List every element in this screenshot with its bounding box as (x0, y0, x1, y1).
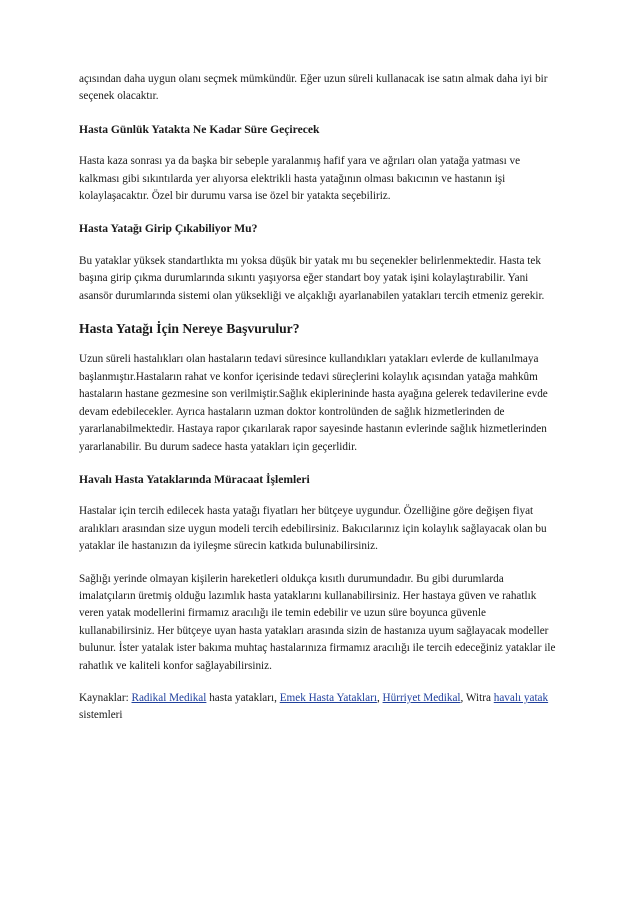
heading-application: Havalı Hasta Yataklarında Müracaat İşlemleri (79, 472, 310, 486)
paragraph-application: Hastalar için tercih edilecek hasta yatağı fiyatları her bütçeye uygundur. Özelliğine göre değişen fiyat aralıkları arasından size uygun modeli tercih edebilirsiniz. Bakıcılarınız için kolaylık sağlayacak olan bu yataklar ile hastanızın da iyileşme sürecin katkıda bulunabilirsiniz. (79, 505, 547, 553)
sources-text-1: hasta yatakları, (209, 691, 277, 704)
link-radikal-medikal[interactable]: Radikal Medikal (131, 691, 207, 704)
sources-sep-2: , (376, 691, 380, 704)
link-hurriyet-medikal[interactable]: Hürriyet Medikal (382, 691, 461, 704)
paragraph-daily-time: Hasta kaza sonrası ya da başka bir sebeple yaralanmış hafif yara ve ağrıları olan yatağa yatması ve kalkması gibi sıkıntılarda yer alıyorsa elektrikli hasta yatağının olması bakıcının ve hastanın işi kolaylaşacaktır. Özel bir durumu varsa ise özel bir yatakta seçebiliriz. (79, 155, 521, 203)
link-emek-hasta-yataklari[interactable]: Emek Hasta Yatakları (279, 691, 377, 704)
sources-text-3: , Witra (460, 691, 491, 704)
heading-where-to-apply: Hasta Yatağı İçin Nereye Başvurulur? (79, 321, 300, 337)
sources-text-4: sistemleri (79, 709, 123, 722)
link-havali-yatak[interactable]: havalı yatak (493, 691, 549, 704)
paragraph-where-to-apply: Uzun süreli hastalıkları olan hastaların tedavi süresince kullandıkları yatakları evlerde de kullanılmaya başlanmıştır.Hastaların rahat ve konfor içerisinde tedavi süreçlerini kolaylık açısından yatağa mahkûm hastaların hastane gezmesine son verilmiştir.Sağlık ekiplerininde hasta ayağına gelerek tedavilerine evde devam edebilecekler. Ayrıca hastaların uzman doktor kontrolünden de sağlık hizmetlerinden de yararlanabilmektedir. Hastaya rapor çıkarılarak rapor sayesinde hastanın evlerinde sağlık hizmetlerinden yararlanabilir. Bu durum sadece hasta yatakları için geçerlidir. (79, 353, 548, 453)
sources-paragraph (79, 690, 563, 725)
document-page (79, 71, 563, 740)
heading-get-in-out: Hasta Yatağı Girip Çıkabiliyor Mu? (79, 222, 258, 236)
paragraph-health: Sağlığı yerinde olmayan kişilerin hareketleri oldukça kısıtlı durumundadır. Bu gibi durumlarda imalatçıların üretmiş olduğu lazımlık hasta yataklarını kullanabilirsiniz. Her hastaya güven ve rahatlık veren yatak modellerini firmamız aracılığı ile temin edebilir ve uzun süre boyunca güvenle kullanabilirsiniz. Her bütçeye uyan hasta yatakları arasında sizin de hastanıza uyum sağlayacak modeller bulunur. İster yatalak ister bakıma muhtaç hastalarınıza firmamız aracılığı ile tercih edeceğiniz yataklar ile rahatlık ve kaliteli konfor sağlayabilirsiniz. (79, 572, 556, 672)
heading-daily-time: Hasta Günlük Yatakta Ne Kadar Süre Geçirecek (79, 122, 320, 136)
sources-label: Kaynaklar: (79, 691, 129, 704)
paragraph-get-in-out: Bu yataklar yüksek standartlıkta mı yoksa düşük bir yatak mı bu seçenekler belirlenmektedir. Hasta tek başına girip çıkma durumlarında sıkıntı yaşıyorsa eğer standart boy yatak işini kolaylaştırabilir. Yani asansör durumlarında sistemi olan yüksekliği ve alçaklığı ayarlanabilen yatakları tercih etmeniz gerekir. (79, 254, 545, 302)
paragraph-intro: açısından daha uygun olanı seçmek mümkündür. Eğer uzun süreli kullanacak ise satın almak daha iyi bir seçenek olacaktır. (79, 73, 548, 103)
